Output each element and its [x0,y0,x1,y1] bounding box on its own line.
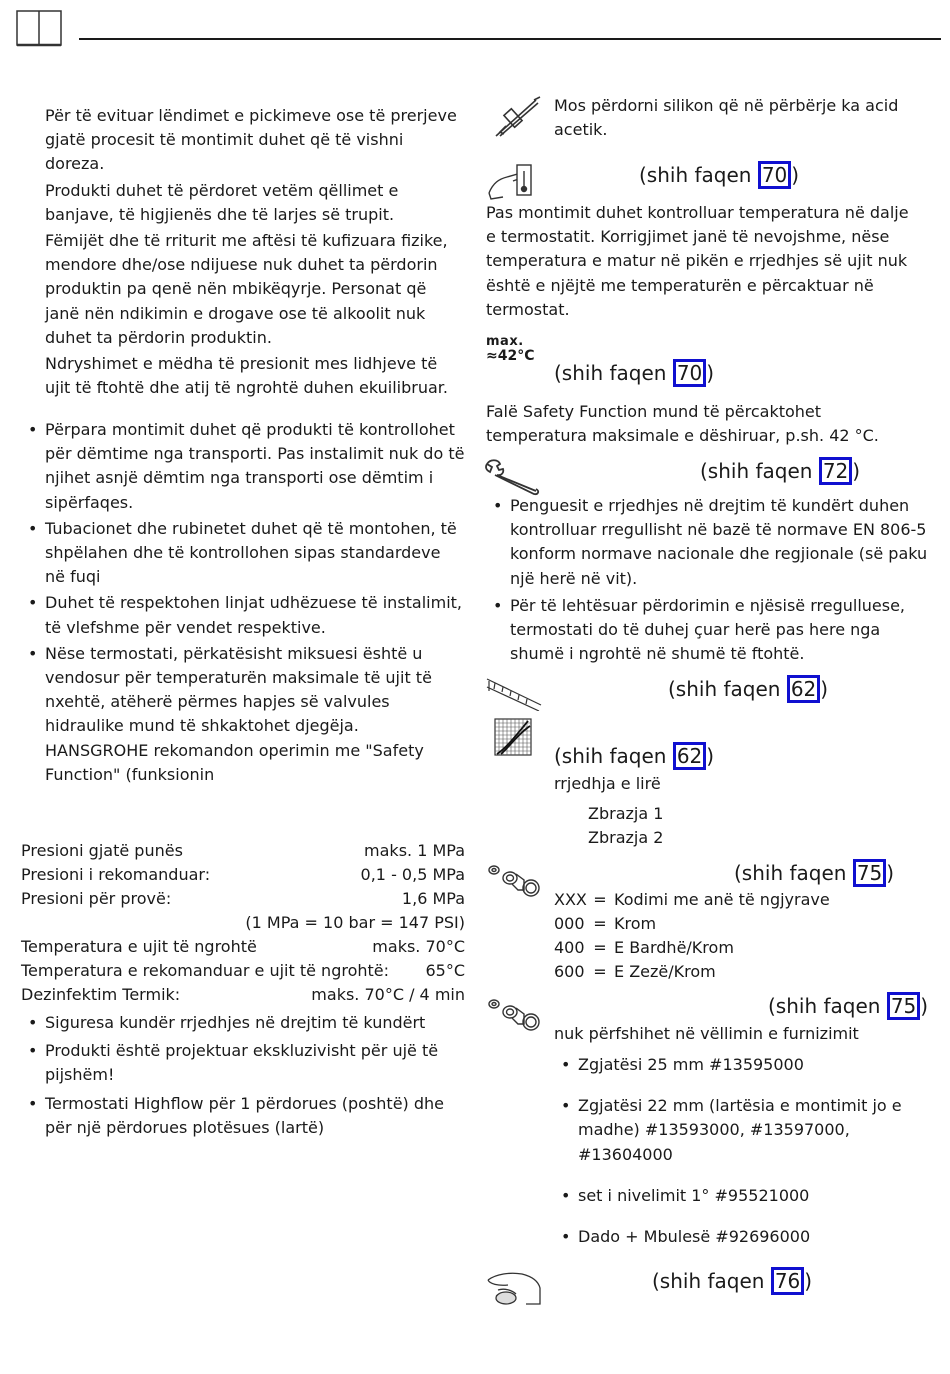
page-link[interactable]: 75 [887,992,920,1020]
spare-parts-icon [486,994,544,1038]
page-reference: (shih faqen 70 ) [554,361,715,385]
page-reference: (shih faqen 75 ) [734,861,895,885]
list-item: • Tubacionet dhe rubinetet duhet që të montohen, të shpëlahen dhe të kontrollohen sipas standardeve në fuqi [21,517,465,590]
list-item: XXX = Kodimi me anë të ngjyrave [554,890,830,909]
safety-paragraph: Fëmijët dhe të rriturit me aftësi të kufizuara fizike, mendore dhe/ose ndijuese nuk duhet ta përdorin produktin pa qenë nën mbikëqyrje. Personat që janë nën ndikimin e drogave ose të alkoolit nuk duhet ta përdorin produktin. [45,231,448,347]
page-link[interactable]: 70 [758,161,791,189]
color-code-list [554,888,830,984]
list-item: • Për të lehtësuar përdorimin e njësisë rregulluese, termostati do të duhej çuar herë pas here nga shumë i ngrohtë në shumë të ftohtë. [486,594,931,667]
flow-diagram-icon [494,718,532,760]
safety-paragraph: Ndryshimet e mëdha të presionit mes lidhjeve të ujit të ftohtë dhe atij të ngrohtë duhen ekuilibruar. [45,354,448,398]
spec-value: 1,6 MPa [401,889,465,908]
page-reference: (shih faqen 70 ) [639,163,800,187]
spec-label: Temperatura e ujit të ngrohtë [21,937,257,956]
page-reference: (shih faqen 62 ) [668,677,829,701]
list-item: • Dado + Mbulesë #92696000 [554,1225,914,1249]
page-link[interactable]: 76 [771,1267,804,1295]
page-reference: (shih faqen 72 ) [700,459,861,483]
list-item: Zbrazja 2 [588,828,664,848]
feature-bullet-list [21,1011,465,1140]
list-item: • Zgjatësi 22 mm (lartësia e montimit jo e madhe) #13593000, #13597000, #13604000 [554,1094,914,1167]
header-rule [79,38,941,40]
page-link[interactable]: 62 [787,675,820,703]
page-link[interactable]: 62 [673,742,706,770]
list-item: 000 = Krom [554,914,657,933]
outlet-list [588,802,663,850]
list-item: Zbrazja 1 [588,804,664,823]
list-item: • Termostati Highflow për 1 përdorues (poshtë) dhe për një përdorues plotësues (lartë) [21,1092,465,1140]
list-item: • set i nivelimit 1° #95521000 [554,1184,914,1208]
page-link[interactable]: 75 [853,859,886,887]
page-reference: (shih faqen 62 ) [554,744,715,768]
spec-value: 65°C [425,961,465,980]
safety-paragraph: Për të evituar lëndimet e pickimeve ose të prerjeve gjatë procesit të montimit duhet që të vishni doreza. [45,106,457,174]
list-item: • Siguresa kundër rrjedhjes në drejtim të kundërt [21,1011,465,1035]
silicone-gun-icon [490,96,542,142]
spec-label: Presioni i rekomanduar: [21,865,211,884]
hand-cleaning-icon [486,1268,544,1312]
max-temperature-icon: max. ≈42°C [486,334,535,364]
book-icon [16,10,62,52]
page-link[interactable]: 72 [819,457,852,485]
list-item: • Zgjatësi 25 mm #13595000 [554,1053,914,1077]
list-item: • Nëse termostati, përkatësisht miksuesi është u vendosur për temperaturën maksimale të ujit të nxehtë, atëherë përmes hapjes së valvules hidraulike mund të shkaktohet djegëja. HANSGROHE rekomandon operimin me "Safety Function" (funksionin [21,642,465,787]
free-flow-label: rrjedhja e lirë [554,774,661,793]
spec-value: (1 MPa = 10 bar = 147 PSI) [245,913,465,932]
spec-label: Temperatura e rekomanduar e ujit të ngrohtë: [21,961,390,980]
safety-paragraph: Produkti duhet të përdoret vetëm qëllimet e banjave, të higjienës dhe të larjes së trupit. [45,180,399,224]
install-bullet-list [21,418,465,787]
spec-value: 0,1 - 0,5 MPa [360,865,465,884]
list-item: • Përpara montimit duhet që produkti të kontrollohet për dëmtime nga transporti. Pas instalimit nuk do të njihet asnjë dëmtim nga transporti ose dëmtim i sipërfaqes. [21,418,465,515]
spec-label: Presioni për provë: [21,889,172,908]
spec-label: Presioni gjatë punës [21,841,183,860]
dimension-drawing-icon [485,677,543,715]
list-item: • Produkti është projektuar ekskluzivisht për ujë të pijshëm! [21,1039,465,1087]
spare-parts-icon [486,860,544,904]
safety-section [45,104,465,402]
list-item: • Duhet të respektohen linjat udhëzuese të instalimit, të vlefshme për vendet respektive. [21,591,465,639]
list-item: • Penguesit e rrjedhjes në drejtim të kundërt duhen kontrolluar rregullisht në bazë të normave EN 806-5 konform normave nacionale dhe regjionale (së paku një herë në vit). [486,494,931,591]
maintenance-bullet-list [486,494,931,666]
spec-label: Dezinfektim Termik: [21,985,181,1004]
page-reference: (shih faqen 76 ) [652,1269,813,1293]
list-item: 600 = E Zezë/Krom [554,962,716,981]
temperature-check-text: Pas montimit duhet kontrolluar temperatura në dalje e termostatit. Korrigjimet janë të nevojshme, nëse temperatura e matur në pikën e rrjedhjes së ujit nuk është e njëjtë me temperaturën e përcaktuar në termostat. [486,203,909,319]
spec-value: maks. 70°C [372,937,465,956]
accessory-list [554,1053,914,1249]
page-reference: (shih faqen 75 ) [768,994,929,1018]
silicone-note: Mos përdorni silikon që në përbërje ka acid acetik. [554,96,899,140]
hand-thermometer-icon [487,163,535,205]
safety-function-text: Falë Safety Function mund të përcaktohet temperatura maksimale e dëshiruar, p.sh. 42 °C. [486,402,879,446]
page-link[interactable]: 70 [673,359,706,387]
spec-value: maks. 1 MPa [364,841,465,860]
spec-value: maks. 70°C / 4 min [311,985,465,1004]
list-item: 400 = E Bardhë/Krom [554,938,734,957]
not-included-label: nuk përfshihet në vëllimin e furnizimit [554,1024,859,1043]
